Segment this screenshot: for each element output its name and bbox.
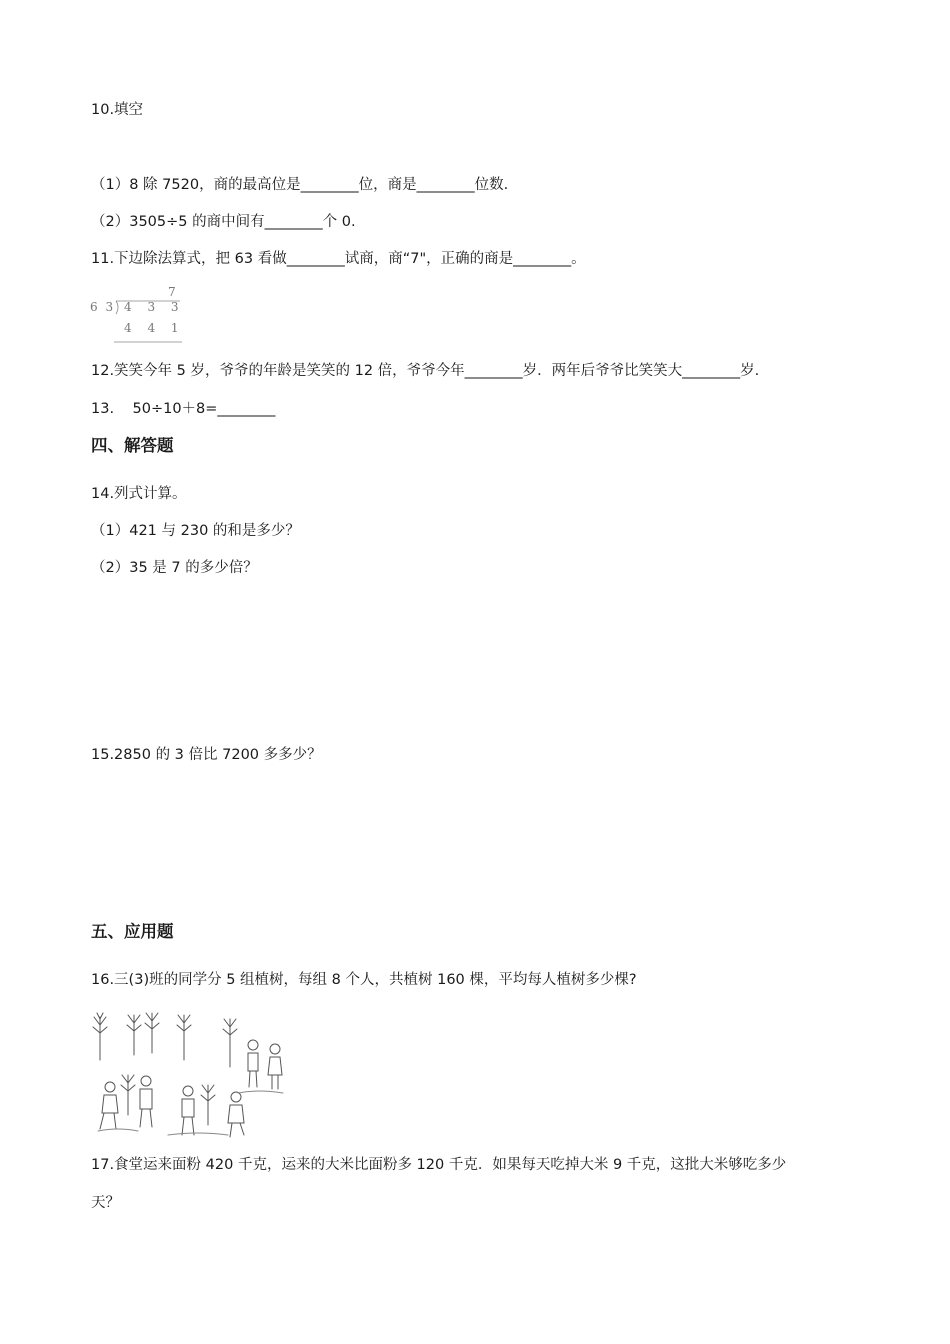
section5-title: 五、应用题 <box>91 922 174 941</box>
q10-sub1: （1）8 除 7520，商的最高位是________位，商是________位数. <box>91 177 509 193</box>
q13-text: 13. 50÷10＋8=________ <box>91 401 276 417</box>
tree-icon <box>127 1015 141 1055</box>
q14-sub2: （2）35 是 7 的多少倍？ <box>91 560 258 576</box>
child-figure <box>182 1086 194 1135</box>
division-divisor: 6 3 <box>90 300 116 314</box>
q14-sub1: （1）421 与 230 的和是多少？ <box>91 523 300 539</box>
division-dividend: 4 3 3 <box>124 300 185 314</box>
long-division-svg <box>86 282 186 346</box>
q12-text: 12.笑笑今年 5 岁，爷爷的年龄是笑笑的 12 倍，爷爷今年________岁．两年后爷爷比笑笑大________岁. <box>91 363 760 379</box>
tree-planting-illustration <box>88 1005 288 1140</box>
tree-icon <box>201 1085 215 1125</box>
q16-text: 16.三(3)班的同学分 5 组植树，每组 8 个人，共植树 160 棵，平均每人植树多少棵? <box>91 972 637 988</box>
child-figure <box>268 1044 282 1089</box>
q10-title: 10.填空 <box>91 102 144 118</box>
tree-planting-svg <box>88 1005 288 1140</box>
child-figure <box>100 1082 118 1129</box>
section4-title: 四、解答题 <box>91 436 174 455</box>
q14-title: 14.列式计算。 <box>91 486 187 502</box>
child-figure <box>228 1092 244 1137</box>
q17-line2: 天？ <box>91 1195 120 1211</box>
q15-text: 15.2850 的 3 倍比 7200 多多少？ <box>91 747 322 763</box>
q11-text: 11.下边除法算式，把 63 看做________试商，商“7"，正确的商是________。 <box>91 251 586 267</box>
q17-line1: 17.食堂运来面粉 420 千克，运来的大米比面粉多 120 千克．如果每天吃掉大米 9 千克，这批大米够吃多少 <box>91 1157 787 1173</box>
division-quotient: 7 <box>168 285 176 299</box>
child-figure <box>140 1076 152 1127</box>
long-division-figure <box>86 282 186 346</box>
tree-icon <box>223 1019 237 1067</box>
tree-icon <box>121 1075 135 1115</box>
child-figure <box>248 1040 258 1087</box>
tree-icon <box>93 1013 107 1060</box>
tree-icon <box>177 1015 191 1060</box>
division-product: 4 4 1 <box>124 321 185 335</box>
division-bracket <box>116 301 118 314</box>
tree-icon <box>145 1013 159 1053</box>
q10-sub2: （2）3505÷5 的商中间有________个 0. <box>91 214 356 230</box>
